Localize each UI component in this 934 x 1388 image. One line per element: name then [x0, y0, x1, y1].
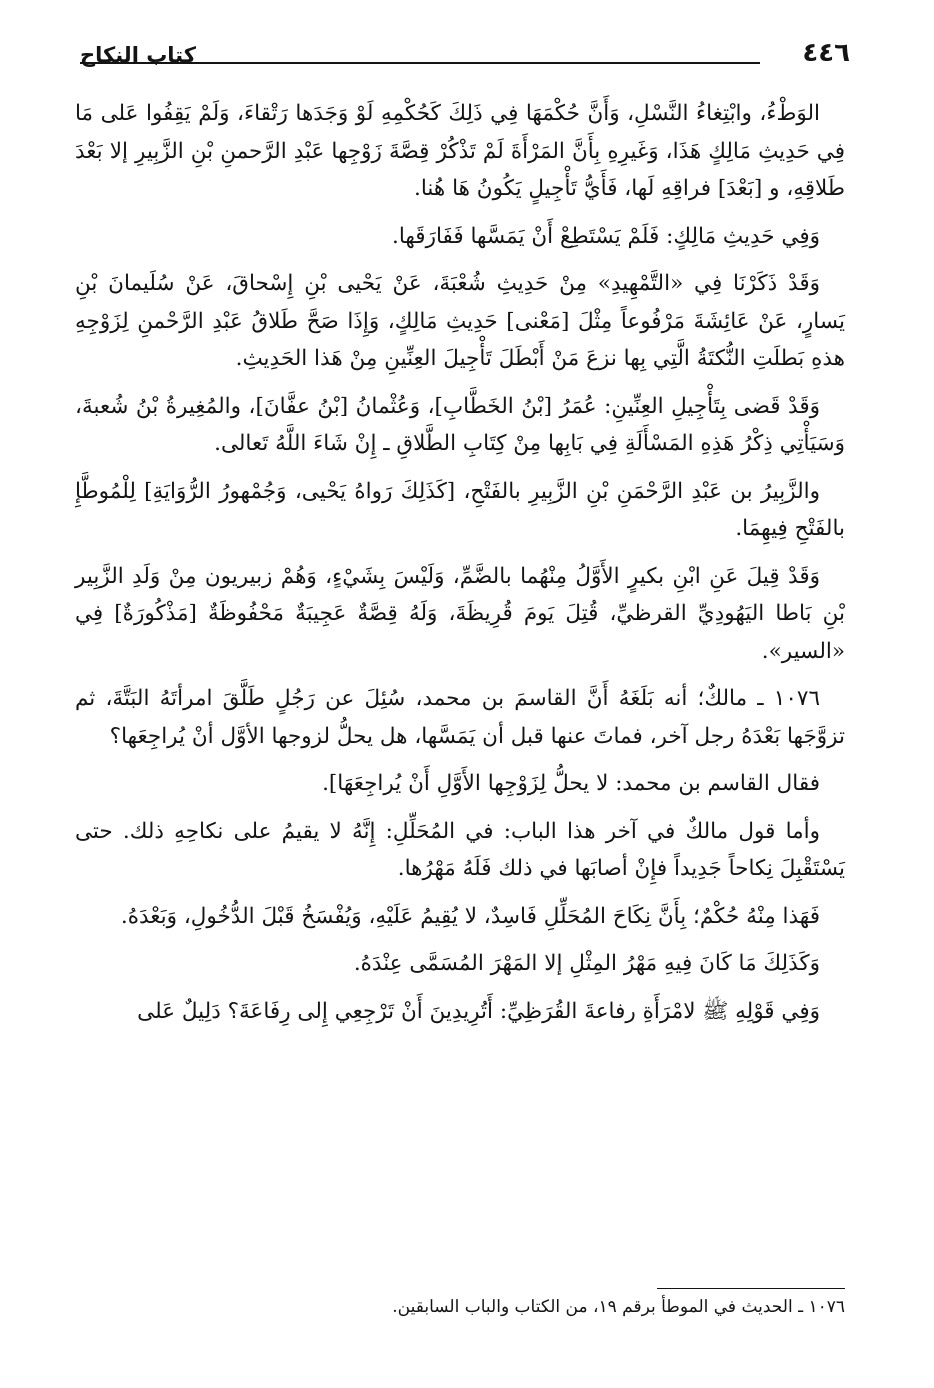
hadith-paragraph: ١٠٧٦ ـ مالكٌ؛ أنه بَلَغَهُ أَنَّ القاسمَ بن محمد، سُئِلَ عن رَجُلٍ طَلَّقَ امرأتَهُ البَتَّةَ، ثم تزوَّجَها بَعْدَهُ رجل آخر، فماتَ عنها قبل أن يَمَسَّها، هل يحلُّ لزوجها الأوَّل أنْ يُراجِعَها؟ [75, 686, 845, 749]
paragraph: وَفِي حَدِيثِ مَالِكٍ: فَلَمْ يَسْتَطِعْ أَنْ يَمَسَّها فَفَارَقَها. [392, 223, 820, 249]
footnote: ١٠٧٦ ـ الحديث في الموطأ برقم ١٩، من الكتاب والباب السابقين. [392, 1297, 845, 1317]
chapter-title: كتاب النكاح [80, 43, 196, 67]
paragraph: وأما قول مالكٌ في آخر هذا الباب: في المُحَلِّلِ: إِنَّهُ لا يقيمُ على نكاحِهِ ذلك. حتى يَسْتَقْبِلَ نِكاحاً جَدِيداً فإِنْ أصابَها في ذلك فَلَهُ مَهْرُها. [75, 818, 845, 881]
paragraph: وَقَدْ قَضى بِتَأْجِيلِ العِنِّينِ: عُمَرُ [بْنُ الخَطَّابِ]، وَعُثْمانُ [بْنُ عفَّانَ]، والمُغِيرةُ بْنُ شُعبةَ، وَسَيَأْتِي ذِكْرُ هَذِهِ المَسْأَلَةِ فِي بَابِها مِنْ كِتَابِ الطَّلاقِ ـ إِنْ شَاءَ اللَّهُ تَعالى. [75, 393, 845, 456]
paragraph: وَقَدْ ذَكَرْنَا فِي «التَّمْهِيدِ» مِنْ حَدِيثِ شُعْبَةَ، عَنْ يَحْيى بْنِ إِسْحاقَ، عَنْ سُلَيمانَ بْنِ يَسارٍ، عَنْ عَائِشَةَ مَرْفُوعاً مِثْلَ [مَعْنى] حَدِيثِ مَالِكٍ، وَإِذَا صَحَّ طَلاقُ عَبْدِ الرَّحْمنِ لِزَوْجِهِ هذهِ بَطلَتِ النُّكتَةُ الَّتِي بِها نزعَ مَنْ أَبْطَلَ تَأْجِيلَ العِنِّينِ مِنْ هَذا الحَدِيثِ. [75, 271, 845, 371]
paragraph: الوَطْءُ، وابْتِغاءُ النَّسْلِ، وَأَنَّ حُكْمَهَا فِي ذَلِكَ كَحُكْمِهِ لَوْ وَجَدَها رَتْقاءَ، وَلَمْ يَقِفُوا عَلى مَا فِي حَدِيثِ مَالِكٍ هَذَا، وَغَيرِهِ بِأَنَّ المَرْأَةَ لَمْ تَذْكُرْ قِصَّةَ زَوْجِها عَبْدِ الرَّحمنِ بْنِ الزَّبِيرِ إلا بَعْدَ طَلاقِهِ، و [بَعْدَ] فراقِهِ لَها، فَأَيُّ تَأْجِيلٍ يَكُونُ هَا هُنا. [75, 101, 845, 201]
page-header [80, 30, 850, 66]
footnote-rule [657, 1288, 845, 1289]
page-body [75, 95, 845, 1040]
paragraph: وَكَذَلِكَ مَا كَانَ فِيهِ مَهْرُ المِثْلِ إلا المَهْرَ المُسَمَّى عِنْدَهُ. [353, 951, 820, 976]
paragraph: والزَّبِيرُ بن عَبْدِ الرَّحْمَنِ بْنِ الزَّبِيرِ بالفَتْحِ، [كَذَلِكَ رَواهُ يَحْيى، وَجُمْهورُ الرُّوَايَةِ] لِلْمُوطَّإِ بالفَتْحِ فِيهِمَا. [75, 478, 845, 541]
paragraph: فَهَذا مِنْهُ حُكْمٌ؛ بِأَنَّ نِكَاحَ المُحَلِّلِ فَاسِدٌ، لا يُقِيمُ عَلَيْهِ، وَيُفْسَخُ قَبْلَ الدُّخُولِ، وَبَعْدَهُ. [120, 903, 820, 929]
header-rule [80, 62, 760, 64]
paragraph: وَقَدْ قِيلَ عَنِ ابْنِ بكيرٍ الأَوَّلُ مِنْهُما بالضَّمِّ، وَلَيْسَ بِشَيْءٍ، وَهُمْ زبيريون مِنْ وَلَدِ الزَّبِير بْنِ بَاطا اليَهُودِيِّ القرظيِّ، قُتِلَ يَومَ قُرِيظَةَ، وَلَهُ قِصَّةٌ عَجِيبَةٌ مَحْفُوظَةٌ [مَذْكُورَةٌ] فِي «السير». [75, 563, 845, 664]
page-number: ٤٤٦ [802, 38, 850, 68]
paragraph: وَفِي قَوْلِهِ ﷺ لامْرَأَةِ رفاعةَ القُرَظِيِّ: أَتُرِيدِينَ أَنْ تَرْجِعِي إِلى رِفَاعَةَ؟ دَلِيلٌ عَلى [137, 998, 820, 1024]
paragraph: فقال القاسم بن محمد: لا يحلُّ لِزَوْجِها الأَوَّلِ أَنْ يُراجِعَهَا]. [322, 771, 820, 796]
